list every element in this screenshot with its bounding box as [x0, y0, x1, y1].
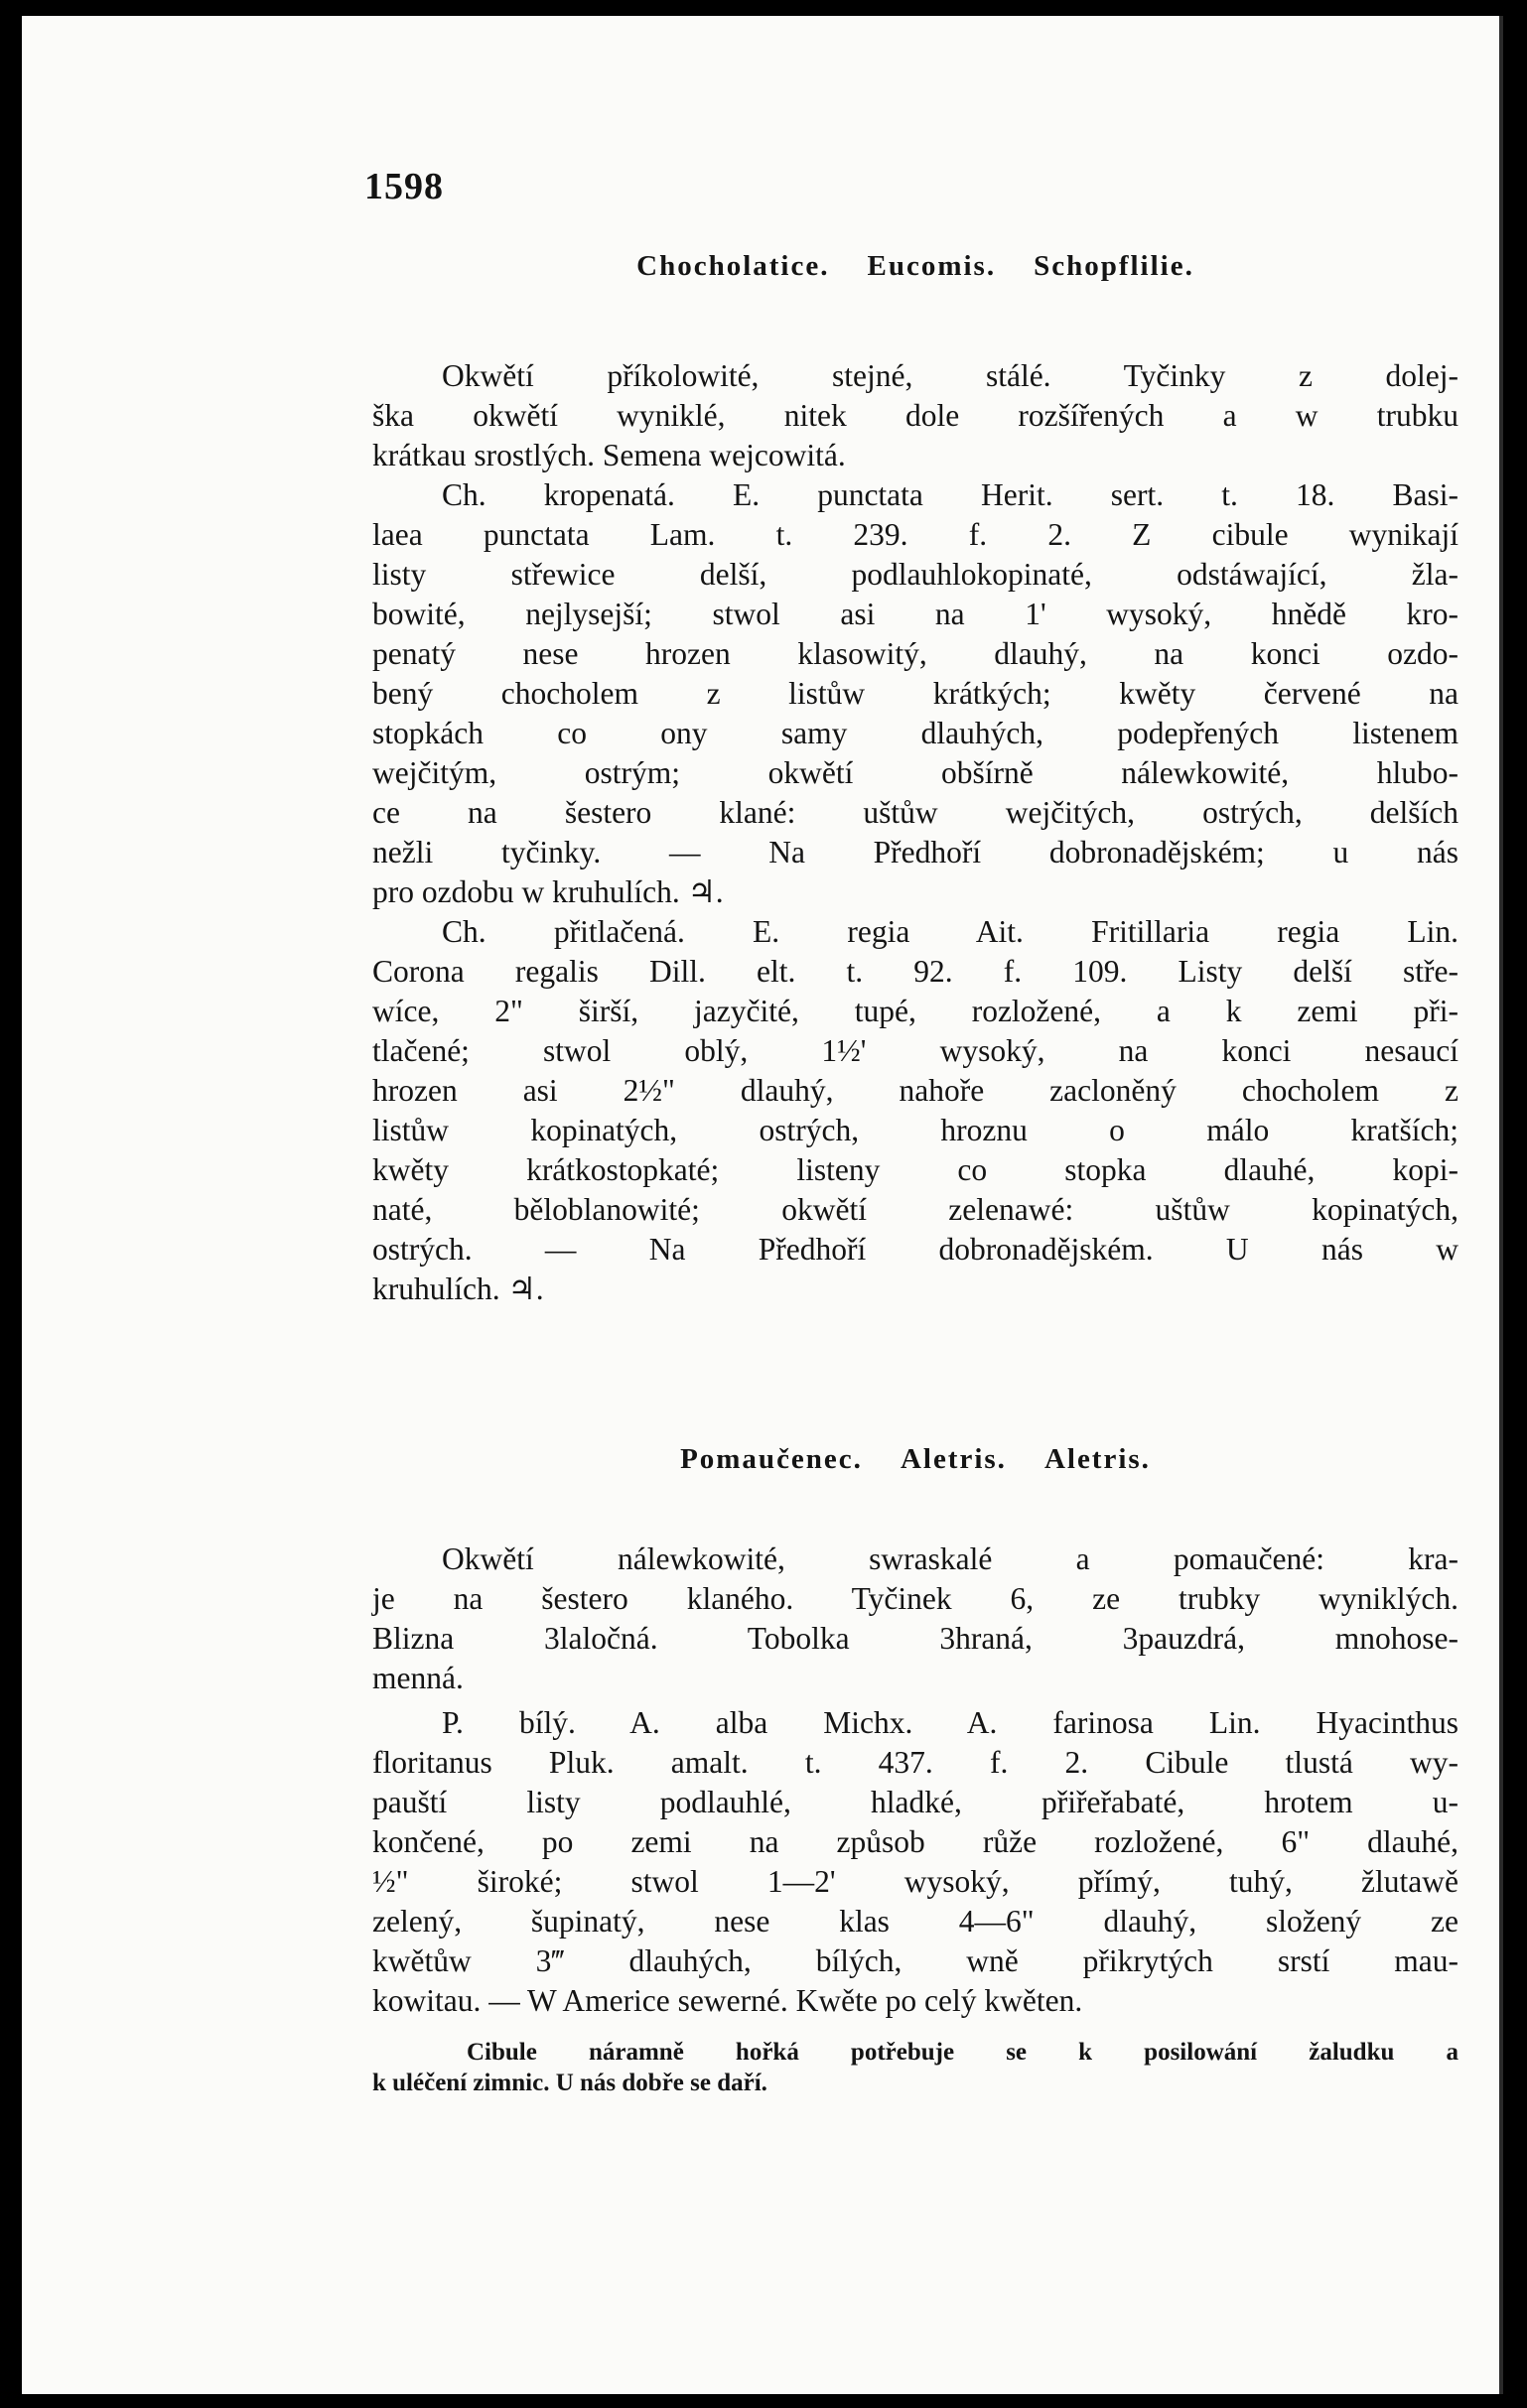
- text-line: P. bílý. A. alba Michx. A. farinosa Lin. Hyacinthus: [442, 1705, 1458, 1740]
- text-line: krátkau srostlých. Semena wejcowitá.: [372, 438, 846, 472]
- text-line: nežli tyčinky. — Na Předhoří dobronadějském; u nás: [372, 835, 1458, 870]
- text-line: wíce, 2" širší, jazyčité, tupé, rozložené, a k zemi při-: [372, 994, 1458, 1028]
- text-line: kwětůw 3‴ dlauhých, bílých, wně přikrytých srstí mau-: [372, 1943, 1458, 1978]
- heading-latin-name: Aletris.: [900, 1443, 1007, 1475]
- text-line: bený chocholem z listůw krátkých; kwěty červené na: [372, 676, 1458, 711]
- text-line: Okwětí příkolowité, stejné, stálé. Tyčinky z dolej-: [442, 358, 1458, 393]
- text-line: ška okwětí wyniklé, nitek dole rozšířených a w trubku: [372, 398, 1458, 433]
- text-line: pro ozdobu w kruhulích. ♃.: [372, 874, 724, 909]
- text-line: končené, po zemi na způsob růže rozložené, 6" dlauhé,: [372, 1824, 1458, 1859]
- text-line: ½" široké; stwol 1—2' wysoký, přímý, tuhý, žlutawě: [372, 1864, 1458, 1899]
- text-line: kruhulích. ♃.: [372, 1271, 544, 1306]
- text-line: ce na šestero klané: uštůw wejčitých, ostrých, delších: [372, 795, 1458, 830]
- text-line: floritanus Pluk. amalt. t. 437. f. 2. Cibule tlustá wy-: [372, 1745, 1458, 1780]
- text-line: menná.: [372, 1661, 464, 1695]
- paragraph-species-bily: [372, 1703, 1458, 2021]
- text-line: tlačené; stwol oblý, 1½' wysoký, na konci nesaucí: [372, 1033, 1458, 1068]
- text-line: ostrých. — Na Předhoří dobronadějském. U nás w: [372, 1232, 1458, 1267]
- note-line: Cibule náramně hořká potřebuje se k posilowání žaludku a: [467, 2039, 1458, 2066]
- text-line: listůw kopinatých, ostrých, hroznu o málo kratších;: [372, 1113, 1458, 1147]
- heading-czech-name: Chocholatice.: [636, 250, 830, 282]
- text-line: je na šestero klaného. Tyčinek 6, ze trubky wyniklých.: [372, 1581, 1458, 1616]
- paragraph-species-kropenata: [372, 475, 1458, 912]
- paragraph-species-pritlacena: [372, 912, 1458, 1309]
- text-line: zelený, šupinatý, nese klas 4—6" dlauhý, složený ze: [372, 1904, 1458, 1939]
- text-line: kowitau. — W Americe sewerné. Kwěte po celý kwěten.: [372, 1983, 1083, 2018]
- text-line: listy střewice delší, podlauhlokopinaté, odstáwající, žla-: [372, 557, 1458, 592]
- text-line: hrozen asi 2½" dlauhý, nahoře zacloněný chocholem z: [372, 1073, 1458, 1108]
- book-page: [22, 16, 1501, 2394]
- paragraph-genus-aletris: [372, 1539, 1458, 1698]
- paragraph-genus-description: [372, 356, 1458, 475]
- note-line: k uléčení zimnic. U nás dobře se daří.: [372, 2070, 767, 2096]
- text-line: Ch. kropenatá. E. punctata Herit. sert. t. 18. Basi-: [442, 477, 1458, 512]
- text-line: wejčitým, ostrým; okwětí obšírně nálewkowité, hlubo-: [372, 755, 1458, 790]
- text-line: Corona regalis Dill. elt. t. 92. f. 109. Listy delší stře-: [372, 954, 1458, 989]
- heading-alt-name: Aletris.: [1043, 1443, 1151, 1475]
- page-number: 1598: [364, 166, 444, 207]
- text-line: penatý nese hrozen klasowitý, dlauhý, na konci ozdo-: [372, 636, 1458, 671]
- page-edge-shadow: [1499, 16, 1503, 2394]
- text-line: kwěty krátkostopkaté; listeny co stopka dlauhé, kopi-: [372, 1152, 1458, 1187]
- text-line: naté, běloblanowité; okwětí zelenawé: uštůw kopinatých,: [372, 1192, 1458, 1227]
- text-line: Okwětí nálewkowité, swraskalé a pomaučené: kra-: [442, 1541, 1458, 1576]
- text-line: pauští listy podlauhlé, hladké, přiřeřabaté, hrotem u-: [372, 1785, 1458, 1819]
- heading-alt-name: Schopflilie.: [1034, 250, 1194, 282]
- heading-latin-name: Eucomis.: [867, 250, 997, 282]
- text-line: Blizna 3laločná. Tobolka 3hraná, 3pauzdrá, mnohose-: [372, 1621, 1458, 1656]
- text-line: stopkách co ony samy dlauhých, podepřených listenem: [372, 716, 1458, 750]
- section-heading-chocholatice: [372, 250, 1458, 283]
- text-line: bowité, nejlysejší; stwol asi na 1' wysoký, hnědě kro-: [372, 597, 1458, 631]
- text-line: Ch. přitlačená. E. regia Ait. Fritillaria regia Lin.: [442, 914, 1458, 949]
- section-heading-pomaucenec: [372, 1443, 1458, 1476]
- footnote: [372, 2037, 1458, 2098]
- heading-czech-name: Pomaučenec.: [680, 1443, 863, 1475]
- text-line: laea punctata Lam. t. 239. f. 2. Z cibule wynikají: [372, 517, 1458, 552]
